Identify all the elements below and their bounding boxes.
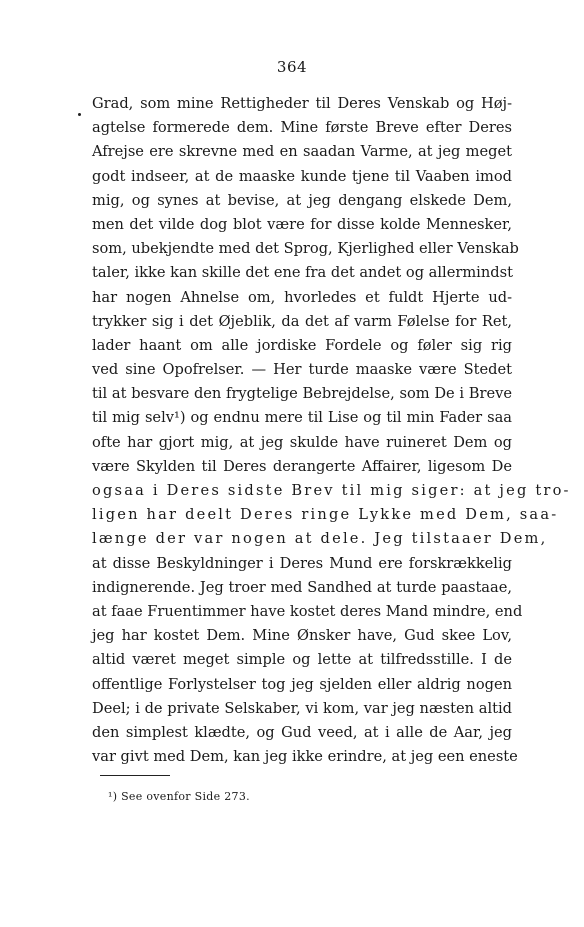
- footnote-rule: [100, 775, 170, 776]
- page-number: 364: [276, 58, 308, 76]
- text-line: at disse Beskyldninger i Deres Mund ere forskrækkelig: [92, 554, 512, 572]
- text-line: ved sine Opofrelser. — Her turde maaske være Stedet: [92, 361, 512, 379]
- text-line: var givt med Dem, kan jeg ikke erindre, at jeg een eneste: [92, 748, 518, 766]
- text-line: lader haant om alle jordiske Fordele og føler sig rig: [92, 336, 512, 354]
- text-line: at faae Fruentimmer have kostet deres Mand mindre, end: [92, 602, 523, 620]
- text-line: ogsaa i Deres sidste Brev til mig siger: at jeg tro-: [92, 482, 571, 499]
- text-line: til at besvare den frygtelige Bebrejdelse, som De i Breve: [92, 385, 512, 403]
- text-line: til mig selv¹) og endnu mere til Lise og til min Fader saa: [92, 409, 512, 427]
- text-line: være Skylden til Deres derangerte Affairer, ligesom De: [92, 457, 512, 475]
- text-line: altid været meget simple og lette at tilfredsstille. I de: [92, 651, 512, 669]
- text-line: men det vilde dog blot være for disse kolde Mennesker,: [92, 215, 512, 233]
- body-text: [92, 92, 571, 769]
- text-line: taler, ikke kan skille det ene fra det andet og allermindst: [92, 264, 513, 282]
- text-line: offentlige Forlystelser tog jeg sjelden eller aldrig nogen: [92, 675, 512, 693]
- text-line: jeg har kostet Dem. Mine Ønsker have, Gud skee Lov,: [92, 627, 512, 645]
- text-line: længe der var nogen at dele. Jeg tilstaaer Dem,: [92, 530, 548, 548]
- text-line: trykker sig i det Øjeblik, da det af varm Følelse for Ret,: [92, 312, 512, 330]
- text-line: ligen har deelt Deres ringe Lykke med Dem, saa-: [92, 506, 559, 524]
- text-line: Deel; i de private Selskaber, vi kom, var jeg næsten altid: [92, 699, 512, 717]
- text-line: har nogen Ahnelse om, hvorledes et fuldt Hjerte ud-: [92, 288, 512, 306]
- text-line: som, ubekjendte med det Sprog, Kjerlighed eller Venskab: [92, 240, 519, 258]
- text-line: Afrejse ere skrevne med en saadan Varme, at jeg meget: [92, 143, 512, 161]
- text-line: Grad, som mine Rettigheder til Deres Venskab og Høj-: [92, 95, 512, 112]
- footnote: ¹) See ovenfor Side 273.: [108, 790, 250, 803]
- text-line: agtelse formerede dem. Mine første Breve efter Deres: [92, 119, 512, 137]
- text-line: mig, og synes at bevise, at jeg dengang elskede Dem,: [92, 191, 512, 209]
- text-line: indignerende. Jeg troer med Sandhed at turde paastaae,: [92, 578, 512, 596]
- margin-mark: [78, 113, 81, 116]
- text-line: godt indseer, at de maaske kunde tjene til Vaaben imod: [92, 167, 512, 185]
- text-line: ofte har gjort mig, at jeg skulde have ruineret Dem og: [92, 433, 512, 451]
- text-line: den simplest klædte, og Gud veed, at i alle de Aar, jeg: [92, 723, 512, 741]
